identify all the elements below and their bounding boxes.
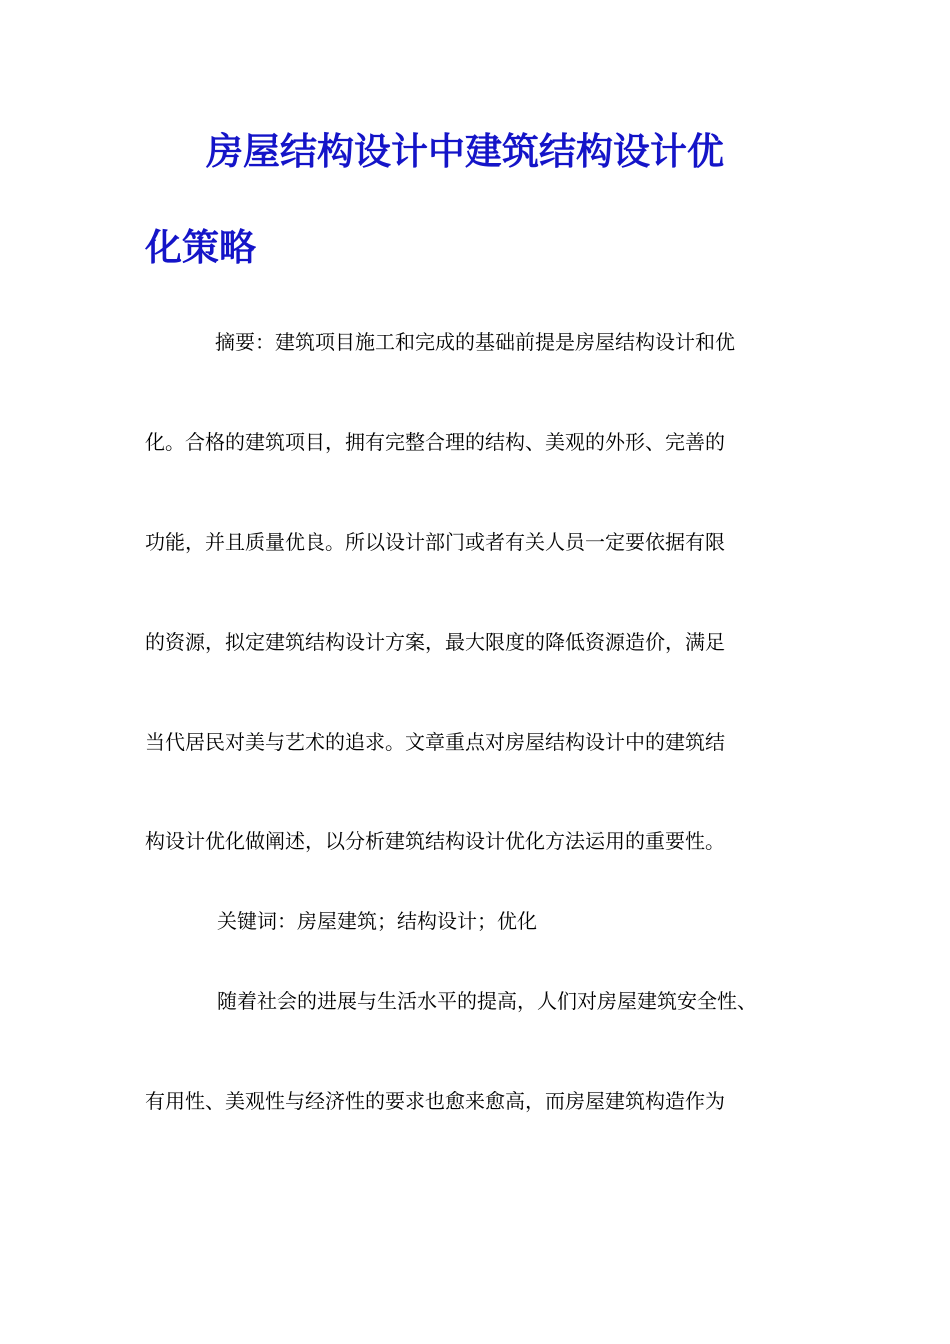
body-paragraph-line: 有用性、美观性与经济性的要求也愈来愈高，而房屋建筑构造作为 xyxy=(145,1089,725,1113)
abstract-line: 功能，并且质量优良。所以设计部门或者有关人员一定要依据有限 xyxy=(145,530,725,554)
document-title-line-1: 房屋结构设计中建筑结构设计优 xyxy=(206,130,724,173)
abstract-line: 当代居民对美与艺术的追求。文章重点对房屋结构设计中的建筑结 xyxy=(145,730,725,754)
abstract-line: 化。合格的建筑项目，拥有完整合理的结构、美观的外形、完善的 xyxy=(145,430,725,454)
keywords-line: 关键词：房屋建筑；结构设计；优化 xyxy=(217,909,537,933)
document-title-line-2: 化策略 xyxy=(145,226,256,269)
abstract-line: 的资源，拟定建筑结构设计方案，最大限度的降低资源造价，满足 xyxy=(145,630,725,654)
abstract-line: 摘要：建筑项目施工和完成的基础前提是房屋结构设计和优 xyxy=(215,330,735,354)
abstract-line: 构设计优化做阐述，以分析建筑结构设计优化方法运用的重要性。 xyxy=(145,829,725,853)
body-paragraph-line: 随着社会的进展与生活水平的提高，人们对房屋建筑安全性、 xyxy=(217,989,757,1013)
